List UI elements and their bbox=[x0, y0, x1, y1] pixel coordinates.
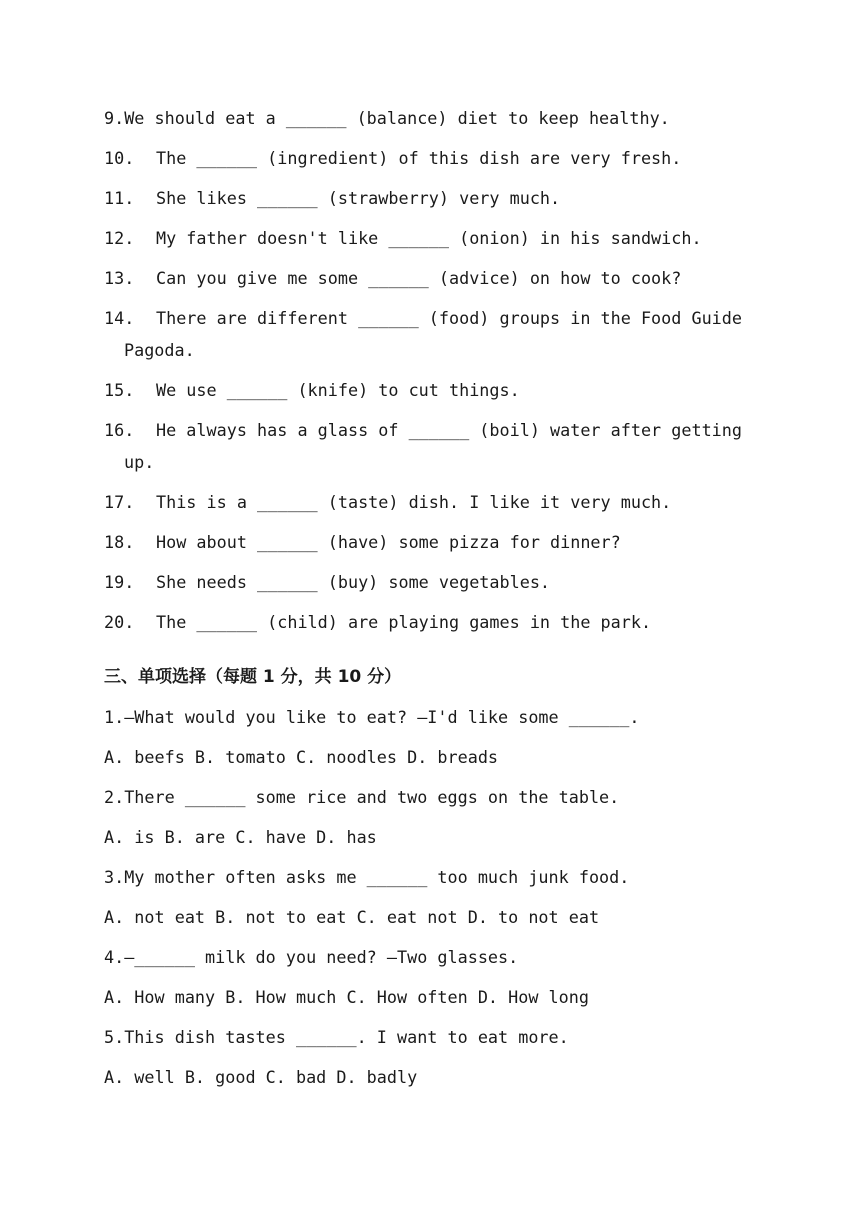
question-10 bbox=[104, 148, 681, 168]
question-text: She likes ______ (strawberry) very much. bbox=[156, 188, 561, 208]
choice-options-5: A. well B. good C. bad D. badly bbox=[104, 1067, 418, 1087]
question-14 bbox=[104, 308, 742, 328]
question-20 bbox=[104, 612, 651, 632]
question-text: The ______ (ingredient) of this dish are very fresh. bbox=[156, 148, 682, 168]
choice-options-3: A. not eat B. not to eat C. eat not D. to not eat bbox=[104, 907, 600, 927]
question-text: We use ______ (knife) to cut things. bbox=[156, 380, 520, 400]
question-16-continuation: up. bbox=[124, 452, 155, 472]
question-number: 18. bbox=[104, 532, 135, 552]
choice-question-1: 1.—What would you like to eat? —I'd like some ______. bbox=[104, 707, 640, 727]
choice-options-4: A. How many B. How much C. How often D. How long bbox=[104, 987, 589, 1007]
choice-question-3: 3.My mother often asks me ______ too much junk food. bbox=[104, 867, 630, 887]
question-9 bbox=[104, 108, 670, 128]
question-text: She needs ______ (buy) some vegetables. bbox=[156, 572, 551, 592]
question-number: 14. bbox=[104, 308, 135, 328]
choice-question-2: 2.There ______ some rice and two eggs on the table. bbox=[104, 787, 620, 807]
question-text: This is a ______ (taste) dish. I like it very much. bbox=[156, 492, 672, 512]
question-number: 10. bbox=[104, 148, 135, 168]
question-text: He always has a glass of ______ (boil) water after getting bbox=[156, 420, 742, 440]
choice-options-1: A. beefs B. tomato C. noodles D. breads bbox=[104, 747, 499, 767]
question-14-continuation: Pagoda. bbox=[124, 340, 195, 360]
question-15 bbox=[104, 380, 520, 400]
question-text: The ______ (child) are playing games in the park. bbox=[156, 612, 652, 632]
question-number: 16. bbox=[104, 420, 135, 440]
question-16 bbox=[104, 420, 742, 440]
question-12 bbox=[104, 228, 702, 248]
question-text: 9.We should eat a ______ (balance) diet to keep healthy. bbox=[104, 108, 670, 128]
question-19 bbox=[104, 572, 550, 592]
choice-options-2: A. is B. are C. have D. has bbox=[104, 827, 377, 847]
question-11 bbox=[104, 188, 560, 208]
question-text: How about ______ (have) some pizza for dinner? bbox=[156, 532, 621, 552]
question-18 bbox=[104, 532, 621, 552]
question-number: 12. bbox=[104, 228, 135, 248]
choice-question-5: 5.This dish tastes ______. I want to eat more. bbox=[104, 1027, 569, 1047]
question-number: 17. bbox=[104, 492, 135, 512]
question-number: 11. bbox=[104, 188, 135, 208]
choice-question-4: 4.—______ milk do you need? —Two glasses. bbox=[104, 947, 519, 967]
section-heading: 三、单项选择（每题 1 分，共 10 分） bbox=[104, 667, 402, 687]
question-text: There are different ______ (food) groups in the Food Guide bbox=[156, 308, 742, 328]
question-number: 15. bbox=[104, 380, 135, 400]
question-number: 20. bbox=[104, 612, 135, 632]
question-text: My father doesn't like ______ (onion) in his sandwich. bbox=[156, 228, 702, 248]
question-13 bbox=[104, 268, 681, 288]
question-17 bbox=[104, 492, 671, 512]
question-number: 19. bbox=[104, 572, 135, 592]
question-text: Can you give me some ______ (advice) on how to cook? bbox=[156, 268, 682, 288]
question-number: 13. bbox=[104, 268, 135, 288]
